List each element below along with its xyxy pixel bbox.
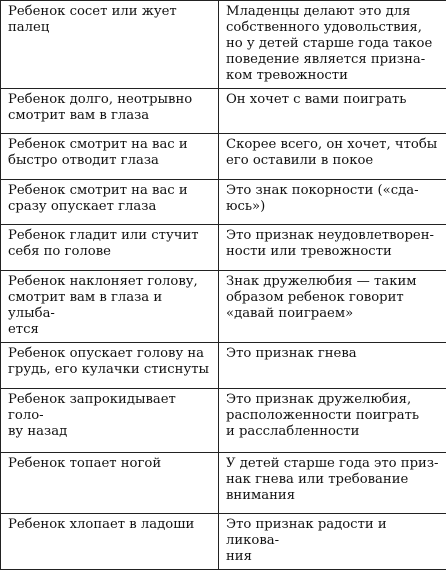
behavior-cell: Ребенок сосет или жует палец: [1, 1, 219, 89]
meaning-cell: Это признак неудовлетворен- ности или тревожности: [219, 225, 446, 271]
behavior-cell: Ребенок смотрит на вас и быстро отводит глаза: [1, 134, 219, 180]
meaning-cell: Младенцы делают это для собственного удовольствия, но у детей старше года такое поведение является призна- ком тревожности: [219, 1, 446, 89]
table-row: [1, 271, 446, 343]
table-row: [1, 180, 446, 225]
meaning-cell: Это знак покорности («сда- юсь»): [219, 180, 446, 225]
table-row: [1, 1, 446, 89]
behavior-cell: Ребенок опускает голову на грудь, его кулачки стиснуты: [1, 343, 219, 389]
table-row: [1, 514, 446, 570]
meaning-cell: У детей старше года это приз- нак гнева или требование внимания: [219, 453, 446, 514]
behavior-cell: Ребенок запрокидывает голо- ву назад: [1, 389, 219, 453]
behavior-cell: Ребенок хлопает в ладоши: [1, 514, 219, 570]
behavior-cell: Ребенок наклоняет голову, смотрит вам в глаза и улыба- ется: [1, 271, 219, 343]
meaning-cell: Знак дружелюбия — таким образом ребенок говорит «давай поиграем»: [219, 271, 446, 343]
table-row: [1, 453, 446, 514]
table-row: [1, 343, 446, 389]
table-row: [1, 89, 446, 134]
meaning-cell: Это признак радости и ликова- ния: [219, 514, 446, 570]
table-row: [1, 134, 446, 180]
meaning-cell: Это признак дружелюбия, расположенности поиграть и расслабленности: [219, 389, 446, 453]
behavior-cell: Ребенок гладит или стучит себя по голове: [1, 225, 219, 271]
behavior-cell: Ребенок топает ногой: [1, 453, 219, 514]
table-row: [1, 389, 446, 453]
table-row: [1, 225, 446, 271]
meaning-cell: Скорее всего, он хочет, чтобы его оставили в покое: [219, 134, 446, 180]
meaning-cell: Это признак гнева: [219, 343, 446, 389]
meaning-cell: Он хочет с вами поиграть: [219, 89, 446, 134]
behavior-cell: Ребенок смотрит на вас и сразу опускает глаза: [1, 180, 219, 225]
behavior-cell: Ребенок долго, неотрывно смотрит вам в глаза: [1, 89, 219, 134]
